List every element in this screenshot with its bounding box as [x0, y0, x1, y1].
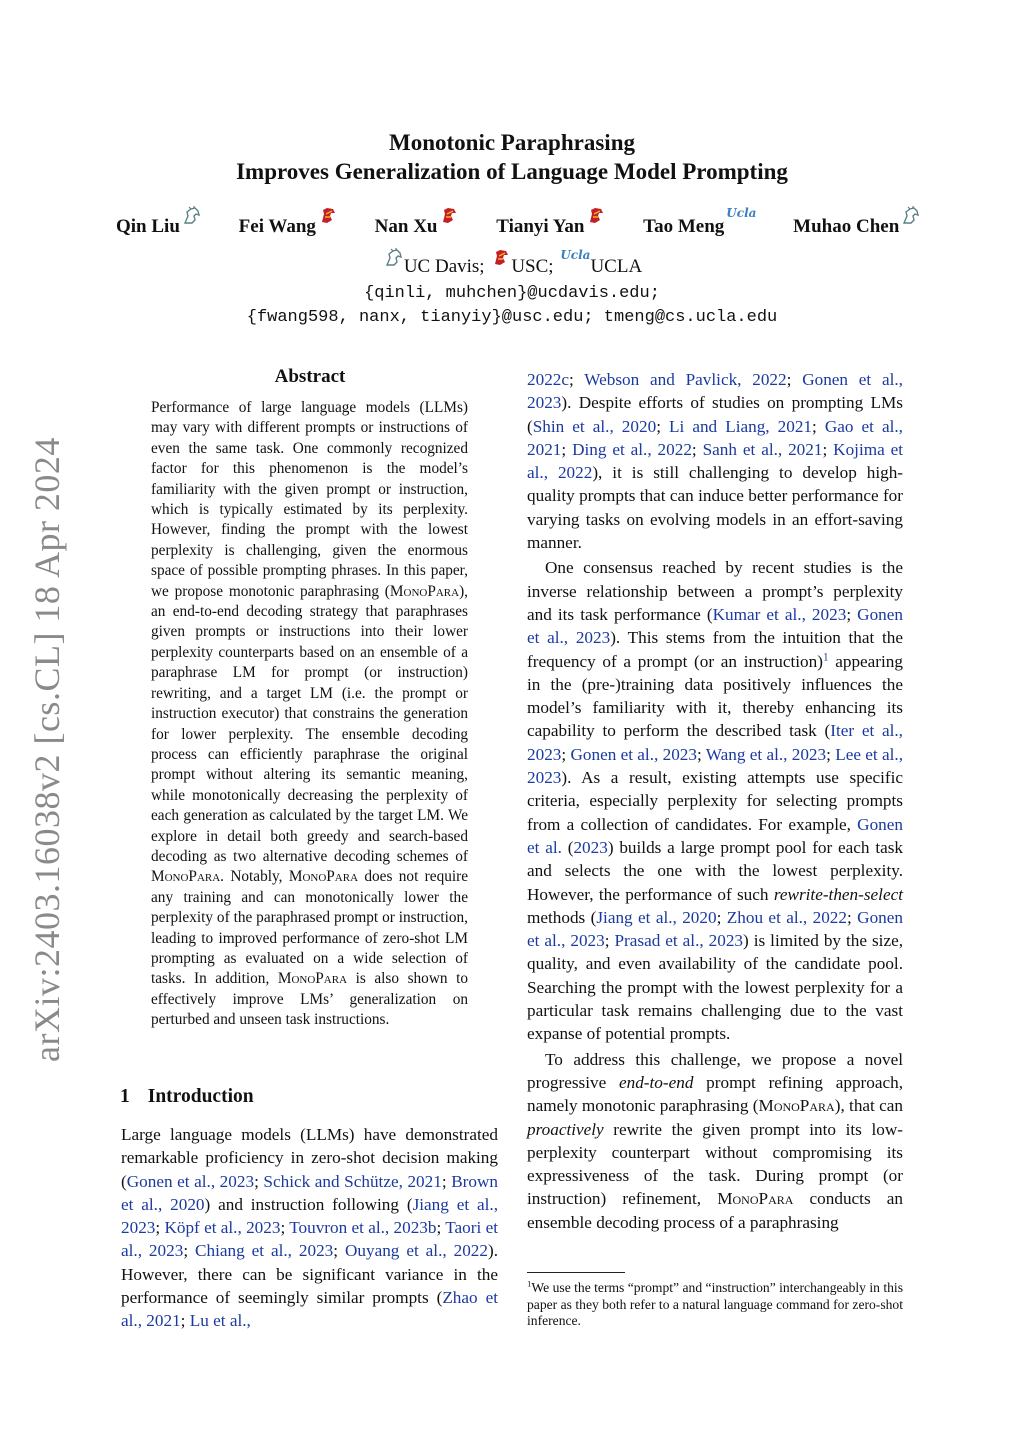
footnote-divider	[527, 1272, 625, 1273]
paragraph: One consensus reached by recent studies is the inverse relationship between a prompt’s perplexity and its task performance (Kumar et al., 2023; Gonen et al., 2023). This stems from the intuition that the frequency of a prompt (or an instruction)$^1$ appearing in the (pre-)training data positively influences the model’s familiarity with it, thereby enhancing its capability to perform the described task (Iter et al., 2023; Gonen et al., 2023; Wang et al., 2023; Lee et al., 2023). As a result, existing attempts use specific criteria, especially perplexity for selecting prompts from a collection of candidates. For example, Gonen et al. (2023) builds a large prompt pool for each task and selects the one with the lowest perplexity. However, the performance of such rewrite-then-select methods (Jiang et al., 2020; Zhou et al., 2022; Gonen et al., 2023; Prasad et al., 2023) is limited by the size, quality, and even availability of the candidate pool. Searching the prompt with the lowest perplexity for a particular task remains challenging due to the vast expanse of potential prompts.	[527, 558, 903, 1044]
citation-link[interactable]: Gonen et al.	[527, 814, 903, 857]
paragraph: To address this challenge, we propose a novel progressive end-to-end prompt refining approach, namely monotonic paraphrasing (MonoPara), that can proactively rewrite the given prompt into its low-perplexity counterpart without compromising its expressiveness of the task. During prompt (or instruction) refinement, MonoPara conducts an ensemble decoding process of a paraphrasing	[527, 1049, 904, 1232]
citation-link[interactable]: Lu et al.,	[189, 1311, 251, 1331]
citation-link[interactable]: Kumar et al., 2023	[712, 604, 847, 624]
author: Tianyi Yan	[496, 216, 606, 237]
citation-link[interactable]: Gonen et al., 2023	[570, 744, 697, 764]
paragraph: 2022c; Webson and Pavlick, 2022; Gonen et al., 2023). Despite efforts of studies on prompting LMs (Shin et al., 2020; Li and Liang, 2021; Gao et al., 2021; Ding et al., 2022; Sanh et al., 2021; Kojima et al., 2022), it is still challenging to develop high-quality prompts that can induce better performance for varying tasks on evolving models in an effort-saving manner.	[527, 370, 904, 553]
citation-link[interactable]: Gonen et al., 2023	[527, 370, 903, 413]
method-name: MonoPara	[389, 582, 460, 600]
citation-link[interactable]: Prasad et al., 2023	[614, 931, 744, 951]
affiliation-ucdavis: UC Davis;	[403, 256, 485, 277]
ucdavis-horse-icon	[182, 206, 202, 232]
footnote: $^1$We use the terms “prompt” and “instruction” interchangeably in this paper as they both refer to a natural language command for zero-shot inference.	[527, 1278, 903, 1329]
citation-link[interactable]: Kojima et al., 2022	[527, 439, 904, 483]
email-line-1: {qinli, muhchen}@ucdavis.edu;	[364, 284, 660, 303]
usc-trojan-icon	[439, 206, 459, 232]
ucla-logo-icon: Ucla	[726, 206, 757, 220]
citation-link[interactable]: Schick and Schütze, 2021	[263, 1171, 442, 1191]
paper-title	[100, 128, 924, 186]
citation-link[interactable]: Zhou et al., 2022	[726, 907, 847, 927]
citation-link[interactable]: Lee et al., 2023	[527, 744, 903, 788]
citation-link[interactable]: Jiang et al., 2023	[121, 1194, 499, 1238]
citation-link[interactable]: Gonen et al., 2023	[527, 907, 903, 951]
footnote-number: 1	[527, 1278, 532, 1289]
method-name: MonoPara	[288, 868, 359, 886]
arxiv-stamp: arXiv:2403.16038v2 [cs.CL] 18 Apr 2024	[27, 437, 67, 1063]
citation-link[interactable]: Gonen et al., 2023	[126, 1171, 255, 1191]
author-list	[100, 206, 924, 242]
citation-link[interactable]: Brown et al., 2020	[121, 1171, 498, 1214]
citation-link[interactable]: Jiang et al., 2020	[596, 907, 717, 927]
method-name: MonoPara	[758, 1096, 835, 1116]
ucla-logo-icon: Ucla	[560, 248, 591, 262]
method-name: MonoPara	[717, 1189, 794, 1209]
citation-link[interactable]: Ouyang et al., 2022	[344, 1241, 488, 1261]
author: Qin Liu	[116, 216, 202, 237]
affiliation-usc: USC;	[511, 256, 554, 277]
section-heading-introduction: 1 Introduction	[120, 1086, 254, 1107]
introduction-paragraph: Large language models (LLMs) have demonstrated remarkable proficiency in zero-shot decision making (Gonen et al., 2023; Schick and Schütze, 2021; Brown et al., 2020) and instruction following (Jiang et al., 2023; Köpf et al., 2023; Touvron et al., 2023b; Taori et al., 2023; Chiang et al., 2023; Ouyang et al., 2022). However, there can be significant variance in the performance of seemingly similar prompts (Zhao et al., 2021; Lu et al.,	[121, 1125, 499, 1331]
usc-trojan-icon	[318, 206, 338, 232]
citation-link[interactable]: 2023	[573, 837, 608, 857]
citation-link[interactable]: Iter et al., 2023	[527, 721, 903, 764]
author: Nan Xu	[375, 216, 460, 237]
method-name: MonoPara	[277, 970, 348, 988]
title-line-1: Monotonic Paraphrasing	[389, 130, 635, 155]
email-line-2: {fwang598, nanx, tianyiy}@usc.edu; tmeng@cs.ucla.edu	[246, 308, 778, 327]
citation-link[interactable]: Ding et al., 2022	[572, 439, 692, 459]
title-line-2: Improves Generalization of Language Model Prompting	[236, 159, 788, 184]
affiliations	[100, 248, 924, 282]
author: Fei Wang	[239, 216, 338, 237]
citation-link[interactable]: Wang et al., 2023	[705, 744, 827, 764]
author: Tao MengUcla	[643, 206, 757, 237]
citation-link[interactable]: 2022c	[527, 370, 570, 389]
citation-link[interactable]: Touvron et al., 2023b	[289, 1218, 437, 1238]
citation-link[interactable]: Webson and Pavlick, 2022	[584, 370, 787, 389]
citation-link[interactable]: Gao et al., 2021	[527, 416, 903, 459]
citation-link[interactable]: Zhao et al., 2021	[121, 1288, 498, 1331]
citation-link[interactable]: Köpf et al., 2023	[164, 1218, 281, 1238]
footnote-marker[interactable]: 1	[822, 650, 829, 663]
citation-link[interactable]: Gonen et al., 2023	[527, 604, 903, 648]
citation-link[interactable]: Sanh et al., 2021	[702, 439, 823, 459]
abstract-heading: Abstract	[274, 366, 346, 387]
method-name: MonoPara	[151, 868, 221, 886]
ucdavis-horse-icon	[901, 206, 921, 232]
citation-link[interactable]: Shin et al., 2020	[532, 416, 657, 436]
affiliation-ucla: UCLA	[590, 256, 643, 277]
ucdavis-horse-icon	[384, 248, 404, 274]
right-column-text	[527, 368, 903, 1234]
citation-link[interactable]: Taori et al., 2023	[121, 1218, 498, 1261]
abstract-body: Performance of large language models (LLMs) may vary with different prompts or instructions of even the same task. One commonly recognized factor for this phenomenon is the model’s familiarity with the given prompt or instruction, which is typically estimated by its perplexity. However, finding the prompt with the lowest perplexity is challenging, given the enormous space of possible prompting phrases. In this paper, we propose monotonic paraphrasing (MonoPara), an end-to-end decoding strategy that paraphrases given prompts or instructions into their lower perplexity counterparts based on an ensemble of a paraphrase LM for prompt (or instruction) rewriting, and a target LM (i.e. the prompt or instruction executor) that constrains the generation for lower perplexity. The ensemble decoding process can efficiently paraphrase the original prompt without altering its semantic meaning, while monotonically decreasing the perplexity of each generation as calculated by the target LM. We explore in detail both greedy and search-based decoding as two alternative decoding schemes of MonoPara. Notably, MonoPara does not require any training and can monotonically lower the perplexity of the paraphrased prompt or instruction, leading to improved performance of zero-shot LM prompting as evaluated on a wide selection of tasks. In addition, MonoPara is also shown to effectively improve LMs’ generalization on perturbed and unseen task instructions.	[151, 399, 469, 1029]
usc-trojan-icon	[586, 206, 606, 232]
citation-link[interactable]: Li and Liang, 2021	[669, 416, 813, 436]
citation-link[interactable]: Chiang et al., 2023	[195, 1241, 334, 1261]
usc-trojan-icon	[491, 248, 511, 274]
author: Muhao Chen	[793, 216, 921, 237]
